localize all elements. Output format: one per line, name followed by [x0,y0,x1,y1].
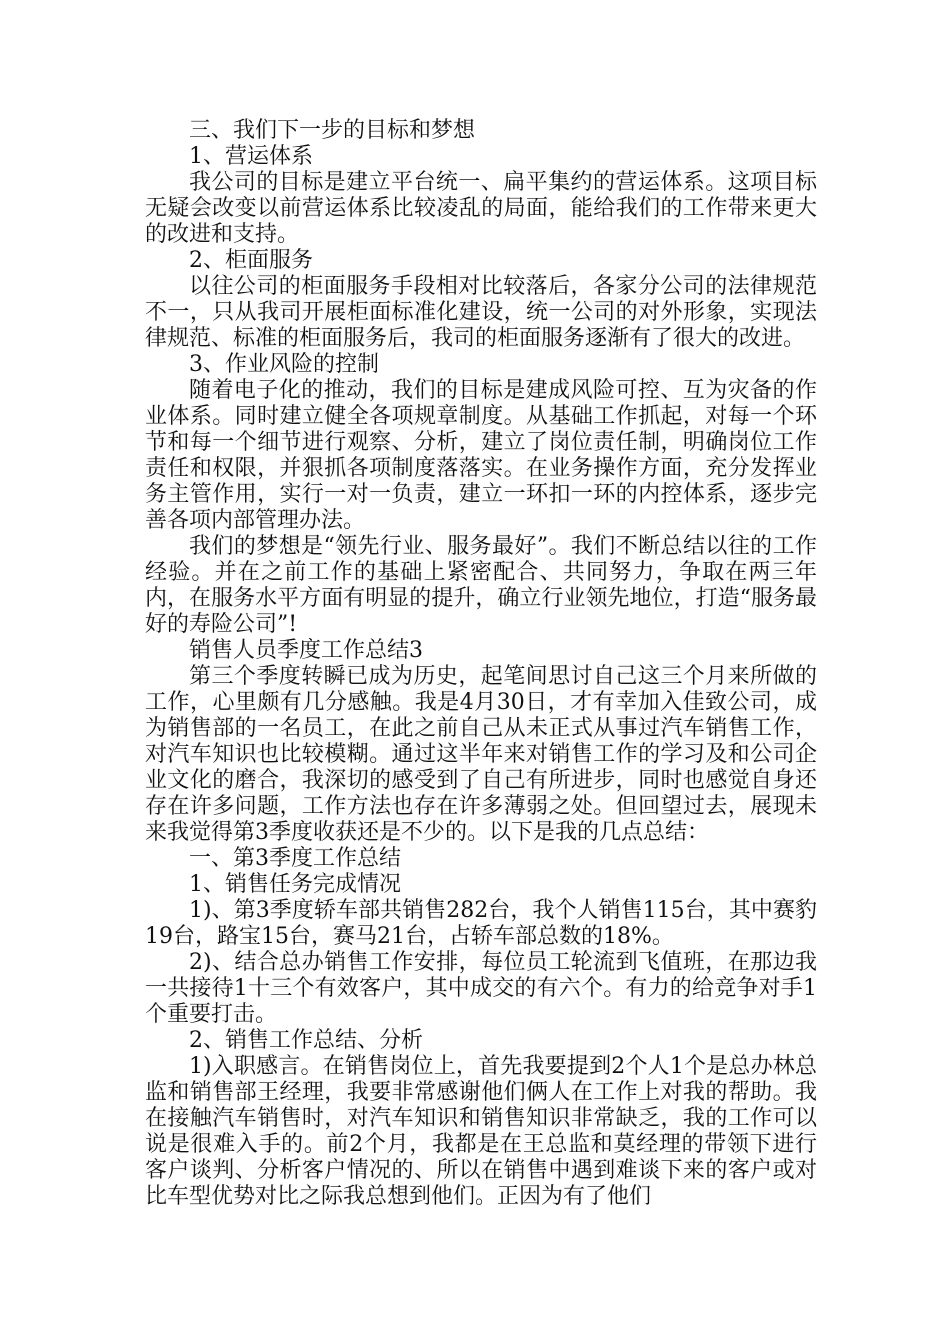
body-paragraph: 1)入职感言。在销售岗位上，首先我要提到2个人1个是总办林总监和销售部王经理，我要非常感谢他们俩人在工作上对我的帮助。我在接触汽车销售时，对汽车知识和销售知识非常缺乏，我的工作可以说是很难入手的。前2个月，我都是在王总监和莫经理的带领下进行客户谈判、分析客户情况的、所以在销售中遇到难谈下来的客户或对比车型优势对比之际我总想到他们。正因为有了他们 [145,1054,817,1209]
body-paragraph: 我公司的目标是建立平台统一、扁平集约的营运体系。这项目标无疑会改变以前营运体系比较凌乱的局面，能给我们的工作带来更大的改进和支持。 [145,170,817,247]
subsection-heading: 2、柜面服务 [189,248,313,273]
body-paragraph: 我们的梦想是“领先行业、服务最好”。我们不断总结以往的工作经验。并在之前工作的基础上紧密配合、共同努力，争取在两三年内，在服务水平方面有明显的提升，确立行业领先地位，打造“服务最好的寿险公司”! [145,534,817,637]
document-page [145,118,817,1210]
subsection-heading: 3、作业风险的控制 [189,352,379,377]
body-paragraph: 2)、结合总办销售工作安排，每位员工轮流到飞值班，在那边我一共接待1十三个有效客户，其中成交的有六个。有力的给竞争对手1个重要打击。 [145,950,817,1027]
body-paragraph: 第三个季度转瞬已成为历史，起笔间思讨自己这三个月来所做的工作，心里颇有几分感触。我是4月30日，才有幸加入佳致公司，成为销售部的一名员工，在此之前自己从未正式从事过汽车销售工作，对汽车知识也比较模糊。通过这半年来对销售工作的学习及和公司企业文化的磨合，我深切的感受到了自己有所进步，同时也感觉自身还存在许多问题，工作方法也存在许多薄弱之处。但回望过去，展现未来我觉得第3季度收获还是不少的。以下是我的几点总结： [145,664,817,845]
section-heading: 三、我们下一步的目标和梦想 [189,118,476,143]
document-title: 销售人员季度工作总结3 [189,638,423,663]
body-paragraph: 以往公司的柜面服务手段相对比较落后，各家分公司的法律规范不一，只从我司开展柜面标准化建设，统一公司的对外形象，实现法律规范、标准的柜面服务后，我司的柜面服务逐渐有了很大的改进。 [145,274,817,351]
body-paragraph: 1)、第3季度轿车部共销售282台，我个人销售115台，其中赛豹19台，路宝15台，赛马21台，占轿车部总数的18%。 [145,898,817,949]
subsection-heading: 1、销售任务完成情况 [189,872,401,897]
subsection-heading: 1、营运体系 [189,144,313,169]
subsection-heading: 2、销售工作总结、分析 [189,1028,423,1053]
section-heading: 一、第3季度工作总结 [189,846,401,871]
body-paragraph: 随着电子化的推动，我们的目标是建成风险可控、互为灾备的作业体系。同时建立健全各项规章制度。从基础工作抓起，对每一个环节和每一个细节进行观察、分析，建立了岗位责任制，明确岗位工作责任和权限，并狠抓各项制度落落实。在业务操作方面，充分发挥业务主管作用，实行一对一负责，建立一环扣一环的内控体系，逐步完善各项内部管理办法。 [145,378,817,533]
